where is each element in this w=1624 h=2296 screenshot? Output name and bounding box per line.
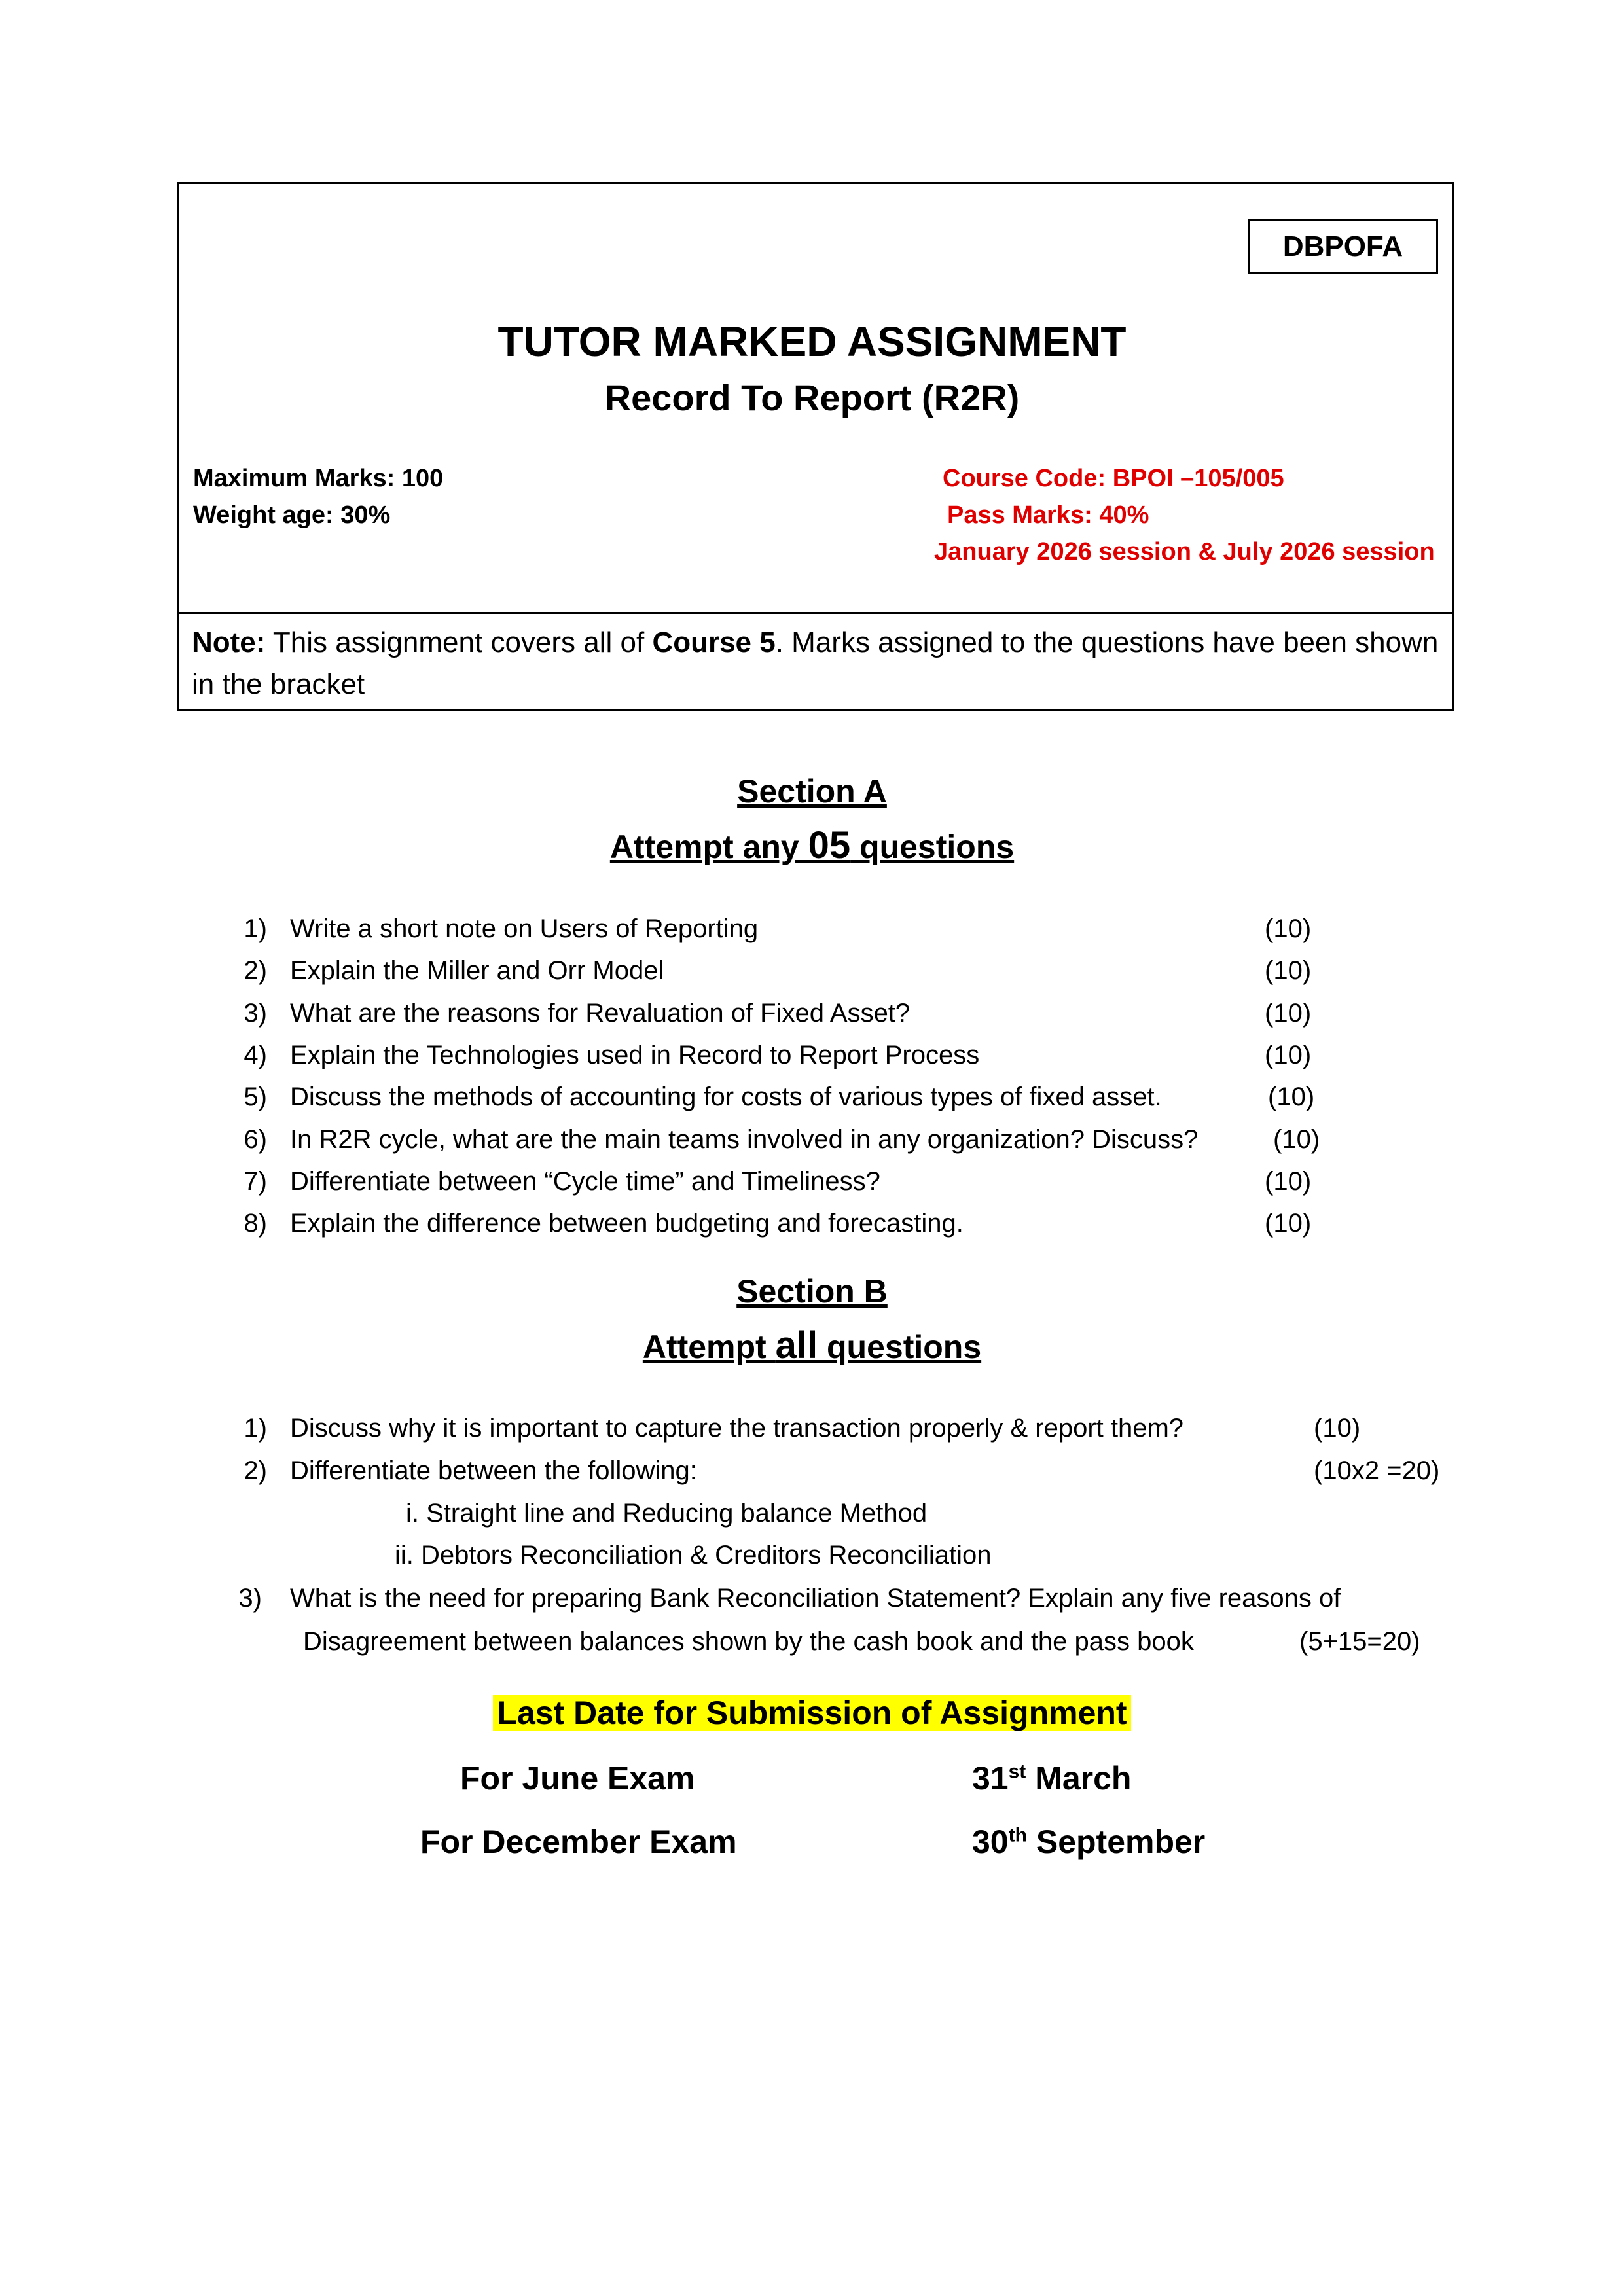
- max-marks: Maximum Marks: 100: [193, 465, 444, 492]
- section-a-q5-num: 5): [244, 1083, 267, 1111]
- page-subtitle: Record To Report (R2R): [604, 377, 1020, 418]
- june-exam-date: [972, 1759, 1131, 1797]
- section-b-q2-sub-i: i. Straight line and Reducing balance Method: [406, 1499, 928, 1528]
- december-exam-day: 30: [972, 1823, 1009, 1860]
- section-a-instruction: [0, 823, 1624, 867]
- section-a-q1-num: 1): [244, 914, 267, 943]
- section-a-q1-text: Write a short note on Users of Reporting: [290, 914, 759, 943]
- section-b-q3-num: 3): [238, 1584, 262, 1613]
- section-a-q2-marks: (10): [1265, 956, 1312, 985]
- december-exam-suffix: th: [1008, 1824, 1027, 1846]
- section-a-instruction-num: 05: [808, 824, 851, 867]
- section-b-instruction-word: all: [775, 1324, 818, 1367]
- section-a-q7-marks: (10): [1265, 1167, 1312, 1196]
- section-a-q3-marks: (10): [1265, 999, 1312, 1028]
- section-a-q2-num: 2): [244, 956, 267, 985]
- section-a-q1-marks: (10): [1265, 914, 1312, 943]
- section-b-instruction: [0, 1323, 1624, 1367]
- course-code: Course Code: BPOI –105/005: [943, 465, 1284, 492]
- december-exam-month: September: [1026, 1823, 1206, 1860]
- section-b-heading: Section B: [736, 1273, 888, 1310]
- section-a-q7-num: 7): [244, 1167, 267, 1196]
- course-id-badge: DBPOFA: [1248, 219, 1438, 274]
- deadline-heading: Last Date for Submission of Assignment: [493, 1695, 1130, 1731]
- section-b-q1-text: Discuss why it is important to capture the transaction properly & report them?: [290, 1414, 1184, 1443]
- page-title: TUTOR MARKED ASSIGNMENT: [497, 318, 1127, 365]
- section-a-instruction-post: questions: [850, 829, 1015, 865]
- june-exam-label: For June Exam: [460, 1760, 695, 1797]
- note-text-2: . Marks assigned to the questions have been shown in the bracket: [192, 626, 1439, 700]
- june-exam-day: 31: [972, 1760, 1009, 1797]
- section-b-q3-marks: (5+15=20): [1299, 1627, 1420, 1656]
- section-a-instruction-pre: Attempt any: [609, 829, 808, 865]
- december-exam-label: For December Exam: [420, 1823, 737, 1860]
- section-a-q8-marks: (10): [1265, 1209, 1312, 1238]
- section-b-q2-marks: (10x2 =20): [1314, 1456, 1440, 1485]
- section-a-q3-num: 3): [244, 999, 267, 1028]
- section-a-q2-text: Explain the Miller and Orr Model: [290, 956, 664, 985]
- section-a-q3-text: What are the reasons for Revaluation of Fixed Asset?: [290, 999, 911, 1028]
- note-text-1: This assignment covers all of: [265, 626, 653, 658]
- section-b-q2-sub-ii: ii. Debtors Reconciliation & Creditors Reconciliation: [395, 1541, 992, 1570]
- section-b-q3-text-2: Disagreement between balances shown by the cash book and the pass book: [303, 1627, 1194, 1656]
- note-text: [192, 622, 1442, 706]
- june-exam-month: March: [1026, 1760, 1132, 1797]
- note-course: Course 5: [652, 626, 776, 658]
- section-a-q6-marks: (10): [1273, 1125, 1320, 1154]
- section-a-q4-text: Explain the Technologies used in Record to Report Process: [290, 1041, 980, 1069]
- pass-marks: Pass Marks: 40%: [947, 501, 1149, 529]
- section-a-q6-num: 6): [244, 1125, 267, 1154]
- section-b-instruction-post: questions: [818, 1329, 982, 1365]
- december-exam-date: [972, 1823, 1205, 1861]
- section-b-q2-num: 2): [244, 1456, 267, 1485]
- deadline-heading-row: [0, 1694, 1624, 1732]
- section-a-q7-text: Differentiate between “Cycle time” and Timeliness?: [290, 1167, 880, 1196]
- weightage: Weight age: 30%: [193, 501, 391, 529]
- section-b-q1-marks: (10): [1314, 1414, 1361, 1443]
- section-a-q8-text: Explain the difference between budgeting and forecasting.: [290, 1209, 964, 1238]
- june-exam-suffix: st: [1008, 1761, 1026, 1783]
- section-a-q8-num: 8): [244, 1209, 267, 1238]
- section-a-heading: Section A: [737, 773, 887, 810]
- section-b-q1-num: 1): [244, 1414, 267, 1443]
- section-b-instruction-pre: Attempt: [642, 1329, 776, 1365]
- section-b-q2-text: Differentiate between the following:: [290, 1456, 697, 1485]
- section-a-q6-text: In R2R cycle, what are the main teams involved in any organization? Discuss?: [290, 1125, 1199, 1154]
- section-b-q3-text: What is the need for preparing Bank Reconciliation Statement? Explain any five reasons of: [290, 1584, 1341, 1613]
- session-info: January 2026 session & July 2026 session: [934, 538, 1435, 565]
- section-a-q4-num: 4): [244, 1041, 267, 1069]
- section-a-q4-marks: (10): [1265, 1041, 1312, 1069]
- section-a-q5-text: Discuss the methods of accounting for costs of various types of fixed asset.: [290, 1083, 1162, 1111]
- section-a-q5-marks: (10): [1268, 1083, 1315, 1111]
- note-label: Note:: [192, 626, 266, 658]
